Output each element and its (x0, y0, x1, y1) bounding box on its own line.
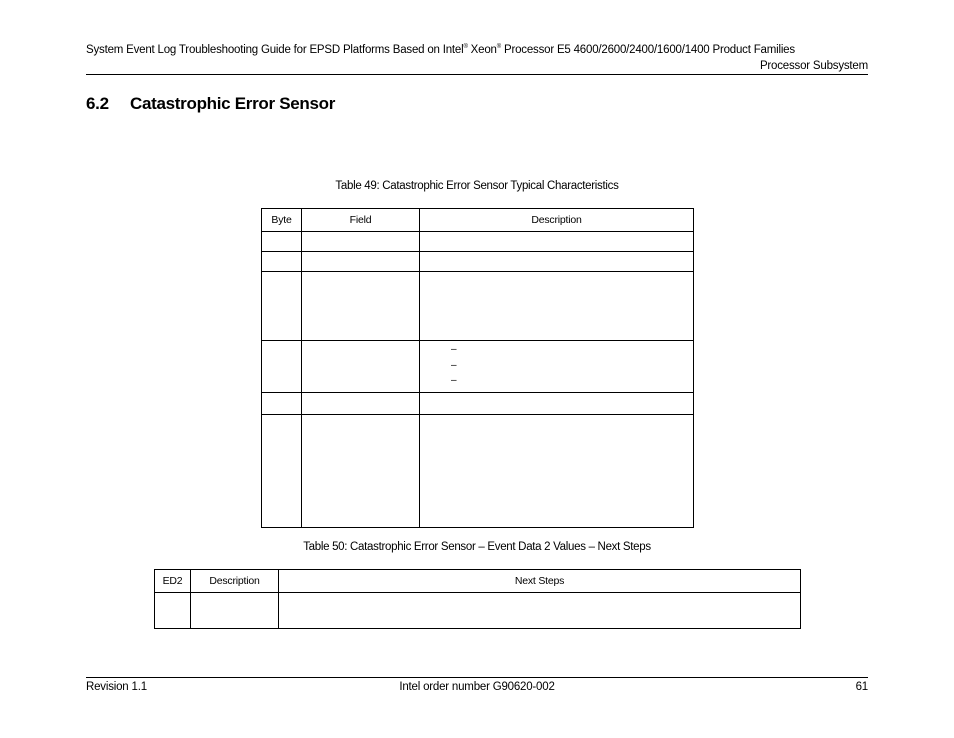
cell-description (420, 415, 694, 528)
column-header-next-steps: Next Steps (279, 570, 801, 593)
cell-field (302, 393, 420, 415)
cell-field (302, 415, 420, 528)
cell-ed2 (155, 593, 191, 629)
cell-description (420, 252, 694, 272)
column-header-ed2: ED2 (155, 570, 191, 593)
footer-rule (86, 677, 868, 678)
column-header-byte: Byte (262, 209, 302, 232)
cell-field (302, 252, 420, 272)
running-header-subtitle: Processor Subsystem (759, 60, 868, 72)
section-number: 6.2 (86, 94, 109, 113)
table-row (262, 252, 694, 272)
cell-field (302, 232, 420, 252)
bullet-dash: – (451, 344, 457, 355)
running-header-title (86, 44, 795, 56)
table-header-row (262, 209, 694, 232)
footer-revision: Revision 1.1 (86, 681, 147, 693)
table50-caption: Table 50: Catastrophic Error Sensor – Event Data 2 Values – Next Steps (303, 541, 651, 553)
bullet-dash: – (451, 375, 457, 386)
cell-field (302, 272, 420, 341)
registered-mark: ® (463, 44, 468, 51)
table-header-row (155, 570, 801, 593)
table-row (262, 415, 694, 528)
table50 (154, 569, 801, 629)
column-header-description: Description (420, 209, 694, 232)
table-row (155, 593, 801, 629)
cell-description (420, 232, 694, 252)
table-row (262, 341, 694, 393)
table49-caption: Table 49: Catastrophic Error Sensor Typical Characteristics (335, 180, 619, 192)
registered-mark: ® (496, 44, 501, 51)
header-rule (86, 74, 868, 75)
table-row (262, 393, 694, 415)
header-title-part: System Event Log Troubleshooting Guide for EPSD Platforms Based on Intel (86, 44, 464, 56)
cell-byte (262, 232, 302, 252)
cell-byte (262, 415, 302, 528)
header-title-part: Processor E5 4600/2600/2400/1600/1400 Product Families (500, 44, 795, 56)
column-header-description: Description (191, 570, 279, 593)
page-number: 61 (855, 681, 868, 693)
table49 (261, 208, 694, 528)
cell-byte (262, 341, 302, 393)
cell-byte (262, 272, 302, 341)
footer-order-number: Intel order number G90620-002 (399, 681, 555, 693)
cell-byte (262, 252, 302, 272)
cell-byte (262, 393, 302, 415)
column-header-field: Field (302, 209, 420, 232)
cell-field (302, 341, 420, 393)
table-row (262, 232, 694, 252)
table-row (262, 272, 694, 341)
section-title: Catastrophic Error Sensor (130, 94, 336, 113)
cell-next-steps (279, 593, 801, 629)
cell-description (420, 341, 694, 393)
cell-description (420, 272, 694, 341)
cell-description (191, 593, 279, 629)
header-title-part: Xeon (467, 44, 497, 56)
bullet-dash: – (451, 360, 457, 371)
cell-description (420, 393, 694, 415)
